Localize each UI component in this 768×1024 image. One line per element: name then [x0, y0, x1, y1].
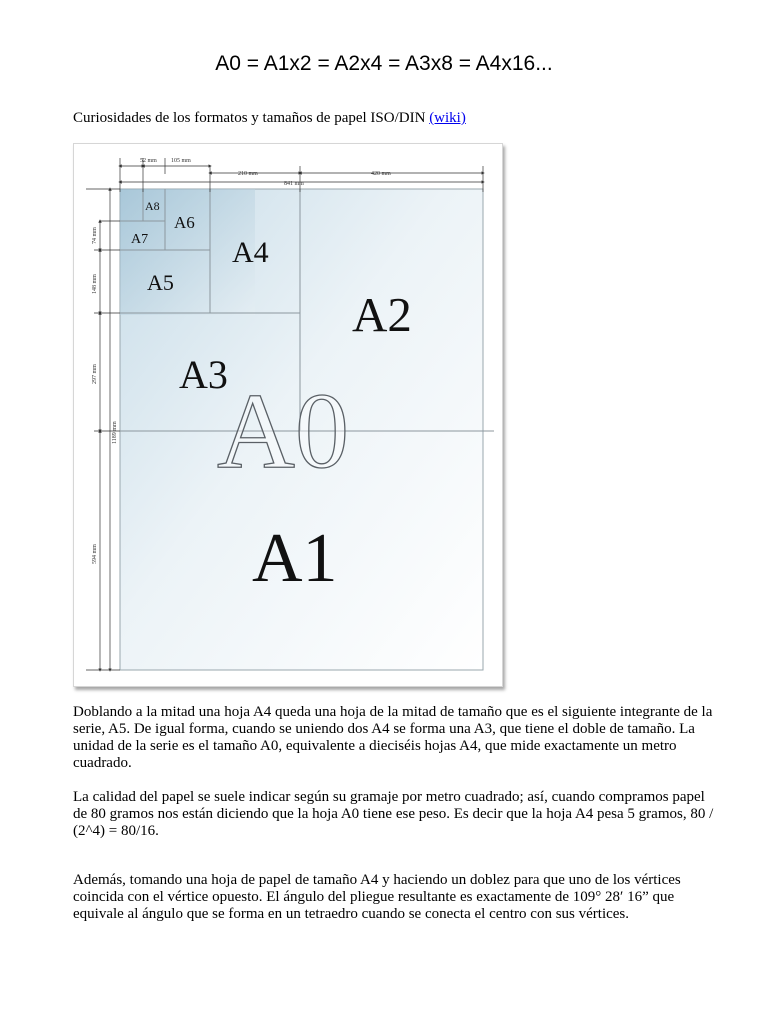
- dim-52: 52 mm: [140, 158, 157, 164]
- dim-420: 420 mm: [371, 171, 391, 177]
- intro-line: [73, 110, 466, 127]
- intro-text: Curiosidades de los formatos y tamaños de papel ISO/DIN: [73, 110, 430, 126]
- label-a8: A8: [145, 199, 160, 213]
- label-a2: A2: [352, 287, 412, 342]
- dim-74: 74 mm: [92, 227, 98, 244]
- paper-sizes-figure: [73, 143, 503, 687]
- label-a6: A6: [174, 213, 195, 232]
- dim-148: 148 mm: [92, 274, 98, 294]
- dim-1189: 1189 mm: [112, 421, 118, 444]
- label-a3: A3: [179, 352, 228, 397]
- dim-594: 594 mm: [92, 544, 98, 564]
- label-a5: A5: [147, 270, 174, 295]
- dim-210: 210 mm: [238, 171, 258, 177]
- label-a0: A0: [217, 372, 349, 491]
- paragraph-3: Además, tomando una hoja de papel de tamaño A4 y haciendo un doblez para que uno de los vértices coincida con el vértice opuesto. El ángulo del pliegue resultante es exactamente de 109° 28′ 16” que equivale al ángulo que se forma en un tetraedro cuando se conecta el centro con sus vértices.: [73, 872, 681, 922]
- label-a4: A4: [232, 236, 269, 269]
- label-a7: A7: [131, 232, 149, 247]
- paragraph-1: Doblando a la mitad una hoja A4 queda una hoja de la mitad de tamaño que es el siguiente integrante de la serie, A5. De igual forma, cuando se uniendo dos A4 se forma una A3, que tiene el doble de tamaño. La unidad de la serie es el tamaño A0, equivalente a dieciséis hojas A4, que mide exactamente un metro cuadrado.: [73, 704, 713, 771]
- dim-297: 297 mm: [92, 364, 98, 384]
- dim-841: 841 mm: [284, 181, 304, 187]
- dim-105: 105 mm: [171, 158, 191, 164]
- paper-sizes-diagram: [74, 144, 502, 686]
- paragraph-2: La calidad del papel se suele indicar según su gramaje por metro cuadrado; así, cuando compramos papel de 80 gramos nos están diciendo que la hoja A0 tiene ese peso. Es decir que la hoja A4 pesa 5 gramos, 80 / (2^4) = 80/16.: [73, 789, 714, 839]
- wiki-link[interactable]: (wiki): [429, 110, 466, 126]
- label-a1: A1: [252, 520, 338, 597]
- page-title: A0 = A1x2 = A2x4 = A3x8 = A4x16...: [215, 52, 553, 75]
